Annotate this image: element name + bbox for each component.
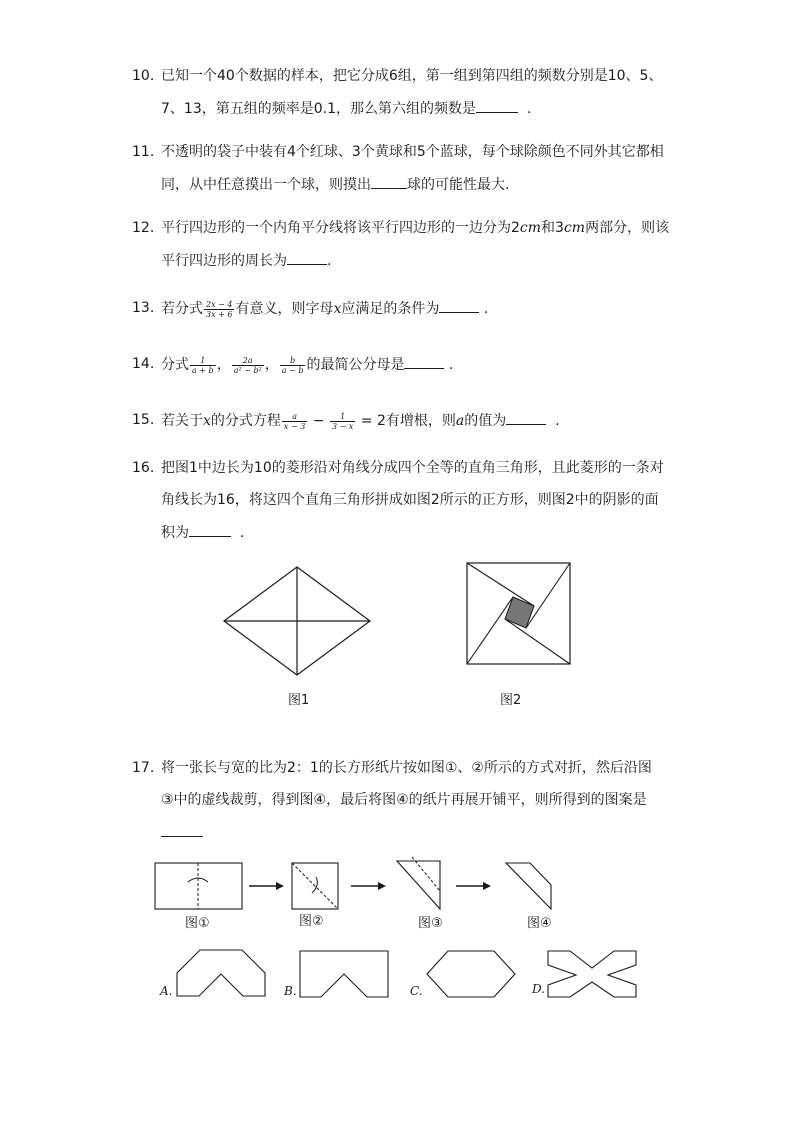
answer-blank[interactable] [476,98,518,113]
rhombus-figure-1 [222,565,372,677]
question-text: ③中的虚线裁剪，得到图④，最后将图④的纸片再展开铺平，则所得到的图案是 [161,792,647,808]
option-c-shape[interactable] [424,949,518,1001]
answer-blank[interactable] [161,822,203,837]
question-number: 15. [132,412,155,428]
question-number: 17. [132,760,155,776]
question-text: 把图1中边长为10的菱形沿对角线分成四个全等的直角三角形，且此菱形的一条对 [161,460,664,476]
option-a-label[interactable]: A. [160,984,173,998]
question-text: 积为 . [161,522,244,543]
figure-caption: 图③ [418,916,443,931]
fraction: $\frac{2a}{\text{a² − b²}}$ [233,355,262,375]
question-number: 12. [132,220,155,236]
answer-blank[interactable] [439,298,479,313]
square-figure-2 [466,562,572,666]
option-d-shape[interactable] [546,949,640,1001]
answer-blank[interactable] [371,174,407,189]
answer-blank[interactable] [189,522,231,537]
question-text: 平行四边形的一个内角平分线将该平行四边形的一边分为2cm和3cm两部分，则该 [161,220,670,236]
question-text: 已知一个40个数据的样本，把它分成6组，第一组到第四组的频数分别是10、5、 [161,68,663,84]
fraction: $\frac{2x - 4}{3x + 6}$ [206,299,233,319]
question-text: 将一张长与宽的比为2：1的长方形纸片按如图①、②所示的方式对折，然后沿图 [161,760,652,776]
question-number: 13. [132,300,155,316]
question-number: 14. [132,356,155,372]
answer-blank-line[interactable] [161,822,203,843]
question-number: 16. [132,460,155,476]
answer-blank[interactable] [506,410,546,425]
figure-caption: 图④ [527,916,552,931]
fraction: $\frac{b}{a - b}$ [281,355,304,375]
question-number: 11. [132,144,155,160]
option-b-label[interactable]: B. [284,984,297,998]
fraction: $\frac{1}{a + b}$ [192,355,214,375]
question-text: 若分式 $\frac{2x - 4}{3x + 6}$ 有意义，则字母x应满足的条件为 . [161,299,489,319]
option-d-label[interactable]: D. [532,982,546,996]
fraction: $\frac{a}{x - 3}$ [283,411,306,431]
question-text: 同，从中任意摸出一个球，则摸出 球的可能性最大. [161,174,509,195]
option-a-shape[interactable] [174,947,268,999]
question-text: 7、13，第五组的频率是0.1，那么第六组的频数是 . [161,98,531,119]
question-text: 分式 $\frac{1}{a + b}$ ， $\frac{2a}{\text{a² − b²}}$ ， $\frac{b}{a - b}$ 的最简公分母是 . [161,355,454,375]
figure-caption: 图2 [500,693,522,708]
question-text: 平行四边形的周长为 . [161,250,331,271]
question-text: 若关于x的分式方程 $\frac{a}{x - 3}$ − $\frac{1}{3 - x}$ = 2有增根，则a的值为 . [161,411,560,431]
folding-steps-figure [150,855,560,915]
answer-blank[interactable] [404,354,444,369]
answer-blank[interactable] [287,250,327,265]
fraction: $\frac{1}{3 - x}$ [331,411,354,431]
option-c-label[interactable]: C. [410,984,423,998]
option-b-shape[interactable] [298,949,392,1001]
question-text: 不透明的袋子中装有4个红球、3个黄球和5个蓝球，每个球除颜色不同外其它都相 [161,144,664,160]
question-number: 10. [132,68,155,84]
figure-caption: 图② [299,914,324,929]
figure-caption: 图① [185,916,210,931]
question-text: 角线长为16，将这四个直角三角形拼成如图2所示的正方形，则图2中的阴影的面 [161,492,659,508]
figure-caption: 图1 [288,693,310,708]
